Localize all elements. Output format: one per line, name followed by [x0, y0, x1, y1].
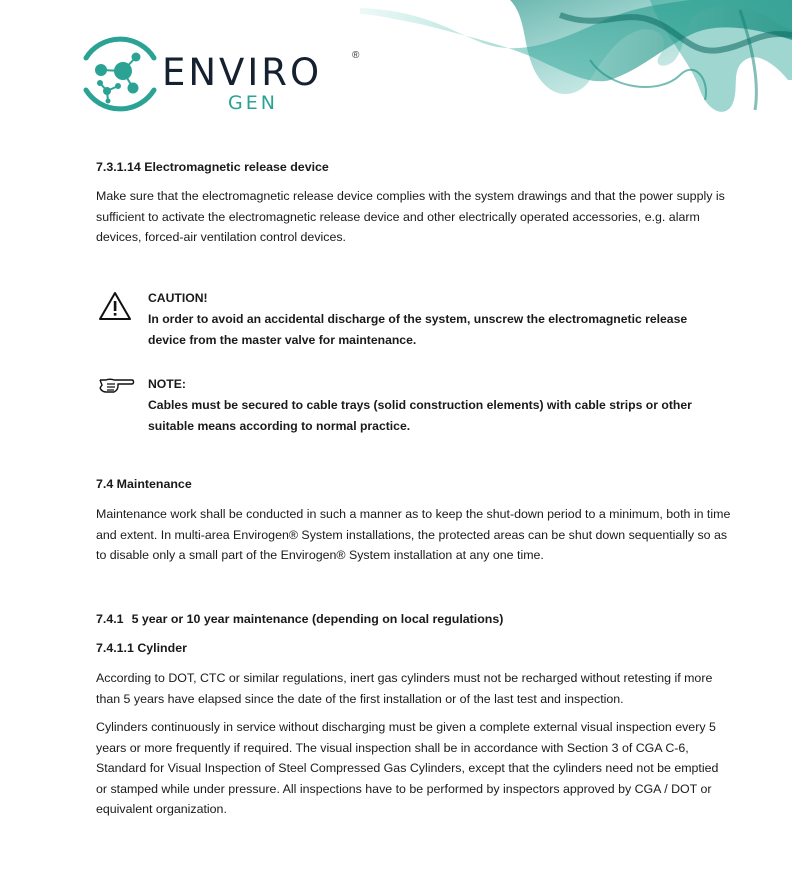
section-number: 7.4.1 [96, 612, 124, 626]
section-title: 5 year or 10 year maintenance (depending on local regulations) [131, 612, 504, 626]
pointing-hand-icon [98, 377, 136, 395]
section-heading-7-4-1-1: 7.4.1.1 Cylinder [96, 641, 187, 655]
caution-body: In order to avoid an accidental discharge of the system, unscrew the electromagnetic release device from the master valve for maintenance. [148, 312, 688, 347]
section-heading-7-4-1 [96, 612, 503, 626]
caution-title: CAUTION! [148, 291, 208, 305]
section-paragraph: Cylinders continuously in service without discharging must be given a complete external visual inspection every 5 years or more frequently if required. The visual inspection shall be in accordance with Section 3 of CGA C-6, Standard for Visual Inspection of Steel Compressed Gas Cylinders, except that the cylinders need not be emptied or stamped while under pressure. All inspections have to be performed by inspectors approved by CGA / DOT or equivalent organization. [96, 720, 719, 816]
warning-triangle-icon [98, 291, 132, 321]
section-heading-7-3-1-14: 7.3.1.14 Electromagnetic release device [96, 160, 329, 174]
registered-mark: ® [352, 50, 360, 61]
section-paragraph: Make sure that the electromagnetic release device complies with the system drawings and that the power supply is sufficient to activate the electromagnetic release device and other electrically operated accessories, e.g. alarm devices, forced-air ventilation control devices. [96, 189, 725, 244]
molecule-icon [74, 28, 166, 120]
note-title: NOTE: [148, 377, 186, 391]
section-paragraph: According to DOT, CTC or similar regulations, inert gas cylinders must not be recharged without retesting if more than 5 years have elapsed since the date of the first installation or of the last test and inspection. [96, 671, 713, 706]
envirogen-logo [74, 28, 374, 120]
brand-subname: GEN [228, 92, 278, 114]
note-body: Cables must be secured to cable trays (solid construction elements) with cable strips or other suitable means according to normal practice. [148, 398, 692, 433]
teal-smoke-decoration [360, 0, 792, 125]
section-heading-7-4: 7.4 Maintenance [96, 477, 192, 491]
section-paragraph: Maintenance work shall be conducted in such a manner as to keep the shut-down period to a minimum, both in time and extent. In multi-area Envirogen® System installations, the protected areas can be shut down sequentially so as to disable only a small part of the Envirogen® System installation at any one time. [96, 507, 731, 562]
brand-name: ENVIRO [162, 51, 323, 94]
